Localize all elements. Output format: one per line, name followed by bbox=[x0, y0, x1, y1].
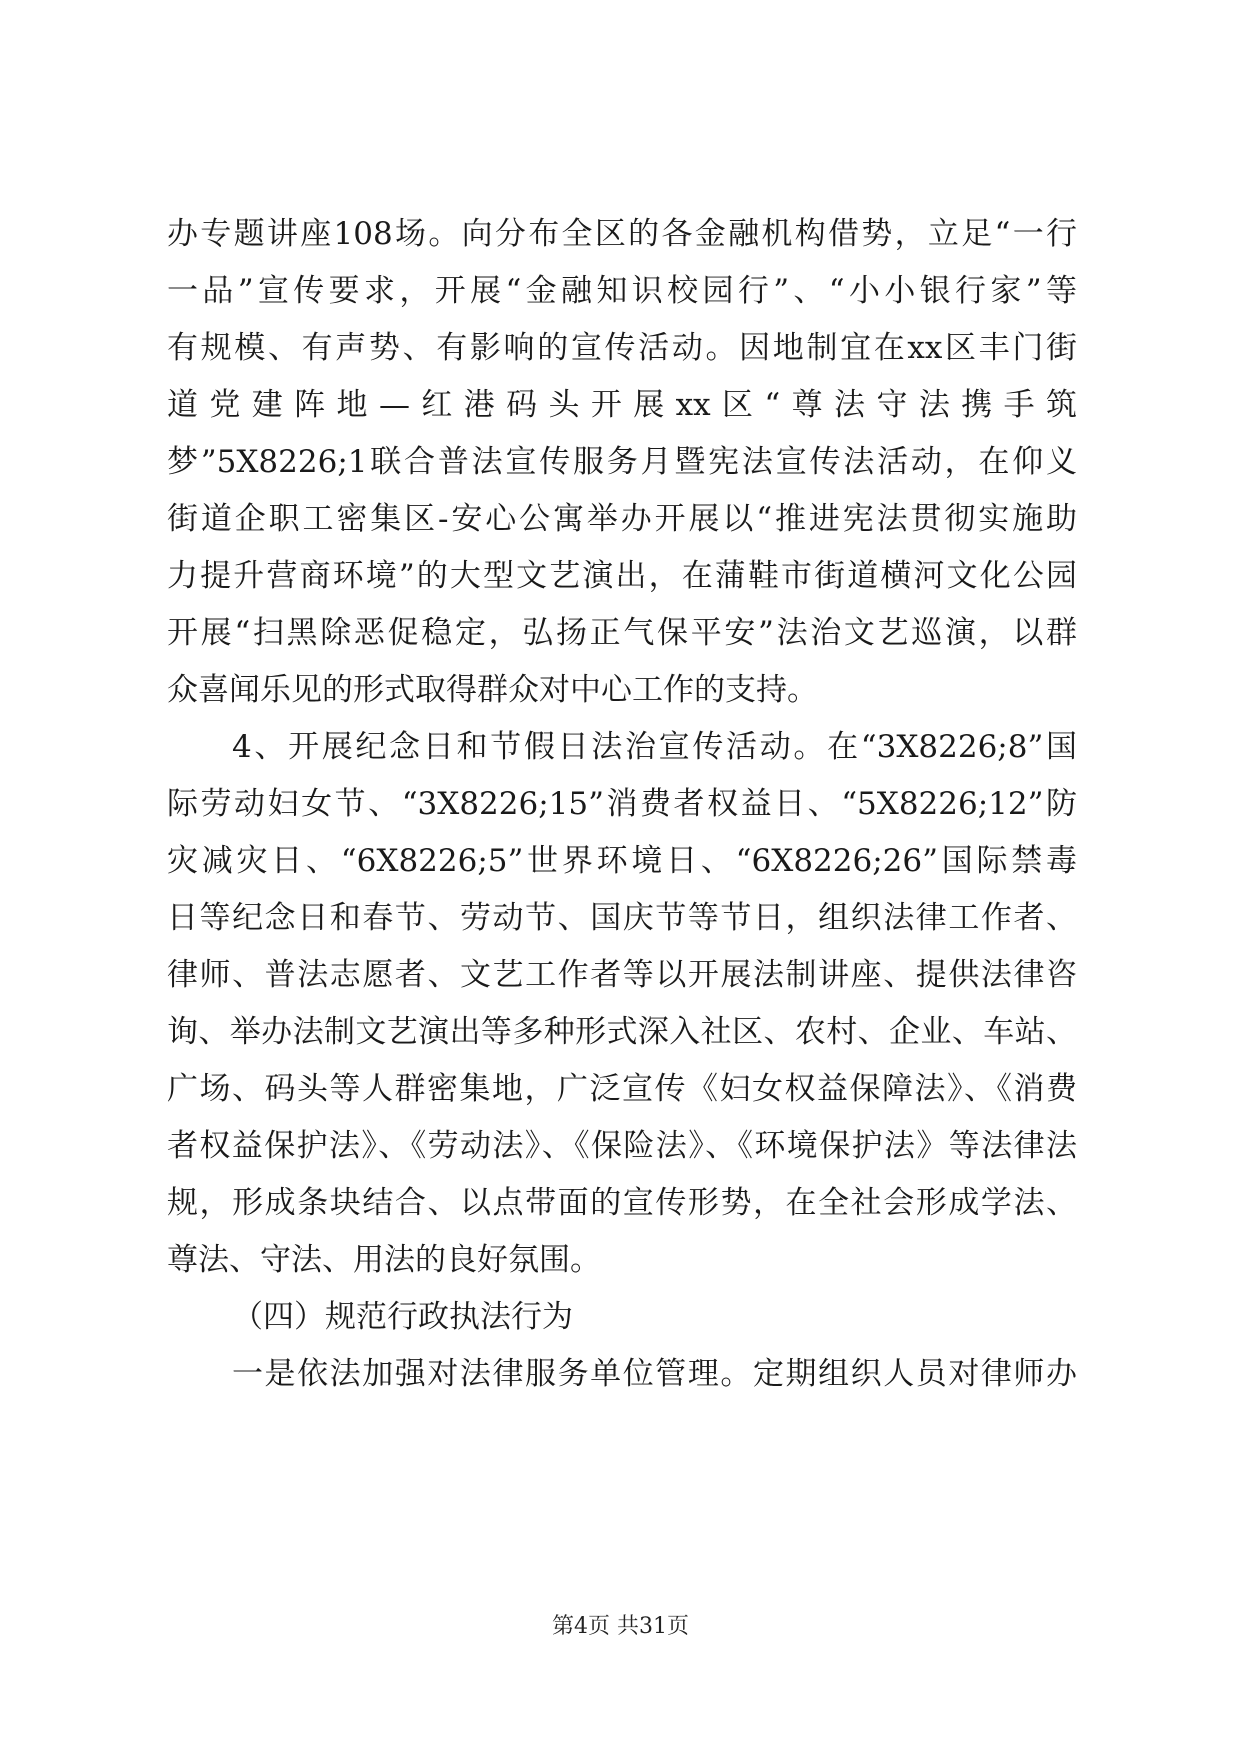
paragraph-line-15: 询、举办法制文艺演出等多种形式深入社区、农村、企业、车站、 bbox=[167, 1014, 1077, 1050]
paragraph-line-21: 一是依法加强对法律服务单位管理。定期组织人员对律师办 bbox=[232, 1356, 1077, 1392]
paragraph-line-5: 梦”5X8226;1联合普法宣传服务月暨宪法宣传法活动，在仰义 bbox=[167, 444, 1077, 480]
page-number-footer: 第4页 共31页 bbox=[552, 1614, 689, 1639]
paragraph-line-2: 一品”宣传要求，开展“金融知识校园行”、“小小银行家”等 bbox=[167, 273, 1077, 309]
paragraph-line-13: 日等纪念日和春节、劳动节、国庆节等节日，组织法律工作者、 bbox=[167, 900, 1077, 936]
paragraph-line-8: 开展“扫黑除恶促稳定，弘扬正气保平安”法治文艺巡演，以群 bbox=[167, 615, 1077, 651]
paragraph-line-12: 灾减灾日、“6X8226;5”世界环境日、“6X8226;26”国际禁毒 bbox=[167, 843, 1077, 879]
paragraph-line-3: 有规模、有声势、有影响的宣传活动。因地制宜在xx区丰门街 bbox=[167, 330, 1077, 366]
paragraph-line-10: 4、开展纪念日和节假日法治宣传活动。在“3X8226;8”国 bbox=[232, 729, 1077, 765]
paragraph-line-11: 际劳动妇女节、“3X8226;15”消费者权益日、“5X8226;12”防 bbox=[167, 786, 1077, 822]
paragraph-line-16: 广场、码头等人群密集地，广泛宣传《妇女权益保障法》、《消费 bbox=[167, 1071, 1077, 1107]
paragraph-line-6: 街道企职工密集区-安心公寓举办开展以“推进宪法贯彻实施助 bbox=[167, 501, 1077, 537]
paragraph-line-14: 律师、普法志愿者、文艺工作者等以开展法制讲座、提供法律咨 bbox=[167, 957, 1077, 993]
paragraph-line-17: 者权益保护法》、《劳动法》、《保险法》、《环境保护法》等法律法 bbox=[167, 1128, 1077, 1164]
paragraph-line-19: 尊法、守法、用法的良好氛围。 bbox=[167, 1242, 601, 1278]
paragraph-line-7: 力提升营商环境”的大型文艺演出，在蒲鞋市街道横河文化公园 bbox=[167, 558, 1077, 594]
paragraph-line-1: 办专题讲座108场。向分布全区的各金融机构借势，立足“一行 bbox=[167, 216, 1077, 252]
paragraph-line-18: 规，形成条块结合、以点带面的宣传形势，在全社会形成学法、 bbox=[167, 1185, 1077, 1221]
paragraph-line-9: 众喜闻乐见的形式取得群众对中心工作的支持。 bbox=[167, 672, 818, 708]
paragraph-line-4: 道党建阵地—红港码头开展xx区“尊法守法携手筑 bbox=[167, 387, 1077, 423]
section-heading: （四）规范行政执法行为 bbox=[232, 1299, 573, 1335]
